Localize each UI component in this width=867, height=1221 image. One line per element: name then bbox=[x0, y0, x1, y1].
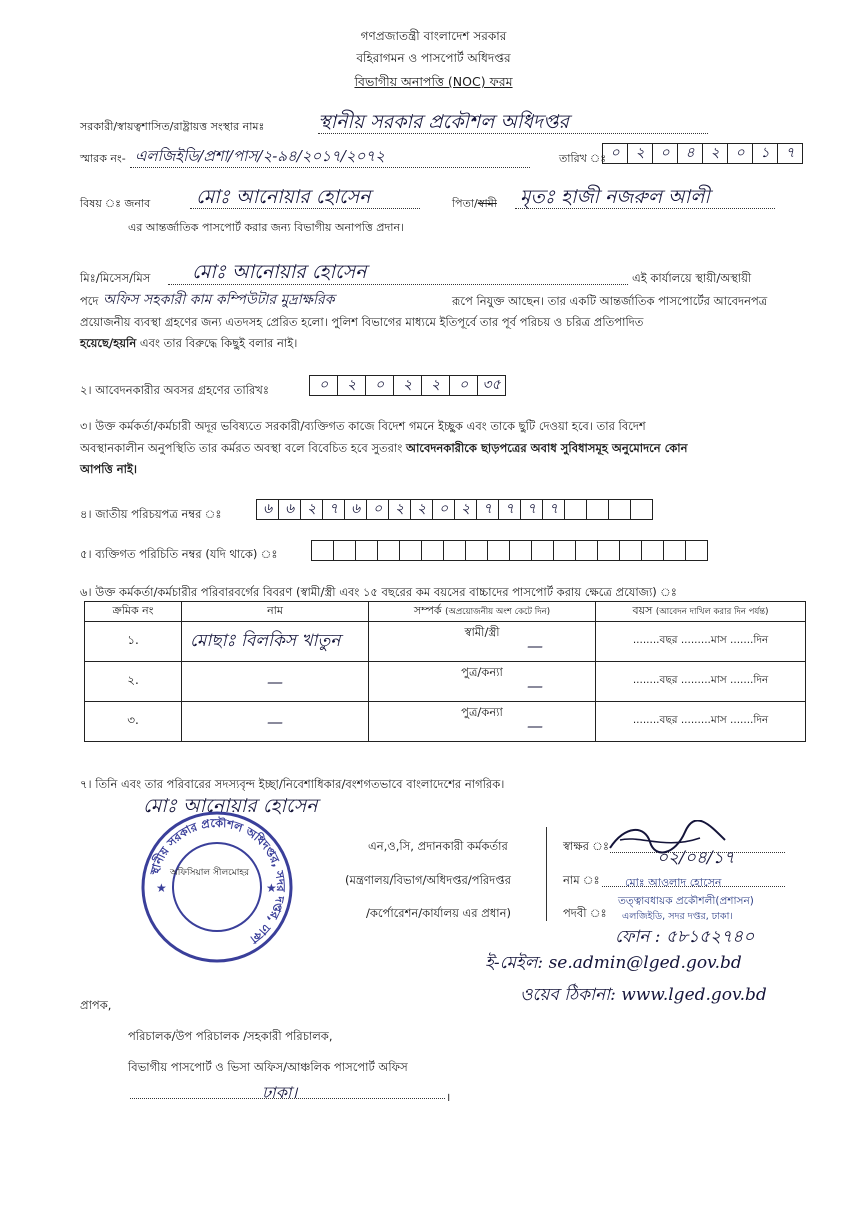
date-digit-box: ২ bbox=[628, 143, 653, 164]
row-name-hw: মোছাঃ বিলকিস খাতুন bbox=[190, 630, 341, 651]
personal-id-digit-box bbox=[510, 540, 532, 561]
retirement-label: ২। আবেদনকারীর অবসর গ্রহণের তারিখঃ bbox=[80, 383, 269, 397]
row-age: ........বছর .........মাস .......দিন bbox=[596, 622, 806, 662]
memo-underline bbox=[130, 167, 530, 168]
personal-id-digit-box bbox=[598, 540, 620, 561]
recipient-city: ঢাকা। bbox=[262, 1083, 298, 1102]
sign-label: স্বাক্ষর ঃ bbox=[563, 839, 610, 853]
family-table bbox=[84, 601, 806, 742]
row-relation-text: স্বামী/স্ত্রী bbox=[464, 625, 500, 639]
nid-digit-box bbox=[565, 499, 587, 520]
nid-digit-box: ৭ bbox=[499, 499, 521, 520]
header-line-2: বহিরাগমন ও পাসপোর্ট অধিদপ্তর bbox=[356, 51, 511, 65]
header-line-1: গণপ্রজাতন্ত্রী বাংলাদেশ সরকার bbox=[360, 29, 507, 43]
nid-digit-box bbox=[631, 499, 653, 520]
intro-prefix: মিঃ/মিসেস/মিস bbox=[80, 271, 151, 285]
personal-id-digit-box bbox=[576, 540, 598, 561]
officer-line-1: এন,ও,সি, প্রদানকারী কর্মকর্তার bbox=[368, 839, 508, 853]
org-label: সরকারী/স্বায়ত্বশাসিত/রাষ্ট্রায়ত্ত সংস্থার নামঃ bbox=[80, 120, 265, 133]
para3-line-2 bbox=[80, 440, 688, 459]
row-relation bbox=[369, 622, 596, 662]
intro-line-4 bbox=[80, 335, 297, 354]
form-title: বিভাগীয় অনাপত্তি (NOC) ফরম bbox=[354, 74, 513, 89]
memo-value: এলজিইডি/প্রশা/পাস/২-৯৪/২০১৭/২০৭২ bbox=[135, 147, 385, 165]
personal-id-digit-box bbox=[400, 540, 422, 561]
row-relation-dash: — bbox=[527, 716, 543, 735]
row-name bbox=[182, 622, 369, 662]
personal-id-digit-box bbox=[488, 540, 510, 561]
personal-id-digit-box bbox=[422, 540, 444, 561]
seal-graphic bbox=[138, 808, 296, 966]
official-seal bbox=[138, 808, 296, 966]
personal-id-digit-box bbox=[642, 540, 664, 561]
date-digit-box: ৭ bbox=[778, 143, 803, 164]
father-underline bbox=[515, 208, 775, 209]
intro-line-4-rest: এবং তার বিরুদ্ধে কিছুই বলার নাই। bbox=[136, 336, 298, 350]
intro-post-value: অফিস সহকারী কাম কম্পিউটার মুদ্রাক্ষরিক bbox=[103, 292, 335, 308]
personal-id-digit-box bbox=[311, 540, 334, 561]
org-underline bbox=[318, 133, 708, 134]
family-row bbox=[85, 622, 806, 662]
father-label-struck: স্বামী bbox=[477, 197, 497, 210]
col-age-label: বয়স bbox=[632, 604, 653, 617]
nid-digit-box: ০ bbox=[433, 499, 455, 520]
date-digit-box: ০ bbox=[653, 143, 678, 164]
col-relation-note: (অপ্রয়োজনীয় অংশ কেটে দিন) bbox=[445, 607, 551, 617]
date-digit-box: ১ bbox=[753, 143, 778, 164]
row-sl: ৩. bbox=[85, 702, 182, 742]
row-relation bbox=[369, 662, 596, 702]
retirement-digit-box: ২ bbox=[422, 375, 450, 396]
personal-id-digit-box bbox=[620, 540, 642, 561]
nid-digit-box: ২ bbox=[301, 499, 323, 520]
col-name: নাম bbox=[182, 602, 369, 622]
row-name bbox=[182, 702, 369, 742]
recipient-line-2: বিভাগীয় পাসপোর্ট ও ভিসা অফিস/আঞ্চলিক পাসপোর্ট অফিস bbox=[128, 1060, 408, 1074]
sign-date: ০২/০৪/১৭ bbox=[657, 848, 735, 868]
intro-name-underline bbox=[168, 284, 628, 285]
para7-text: ৭। তিনি এবং তার পরিবারের সদস্যবৃন্দ ইচ্ছা/নিবেশাধিকার/বংশগতভাবে বাংলাদেশের নাগরিক। bbox=[80, 777, 505, 791]
intro-post-label: পদে bbox=[80, 294, 99, 308]
row-relation-dash: — bbox=[527, 676, 543, 695]
family-row bbox=[85, 662, 806, 702]
intro-name: মোঃ আনোয়ার হোসেন bbox=[192, 261, 367, 283]
date-boxes bbox=[602, 143, 803, 164]
row-age: ........বছর .........মাস .......দিন bbox=[596, 702, 806, 742]
personal-id-digit-box bbox=[356, 540, 378, 561]
name-stamp: মোঃ আওলাদ হোসেন bbox=[625, 876, 722, 889]
para3-line-1: ৩। উক্ত কর্মকর্তা/কর্মচারী অদূর ভবিষ্যতে সরকারী/ব্যক্তিগত কাজে বিদেশ গমনে ইচ্ছুক এবং তাকে ছুটি দেওয়া হবে। তার বিদেশ bbox=[80, 419, 646, 433]
para3-line-2-plain: অবস্থানকালীন অনুপস্থিতি তার কর্মরত অবস্থা বলে বিবেচিত হবে সুতরাং bbox=[80, 441, 406, 455]
date-digit-box: ০ bbox=[602, 143, 628, 164]
para3-line-3-bold: আপত্তি নাই। bbox=[80, 462, 138, 476]
personal-id-digit-box bbox=[664, 540, 686, 561]
personal-id-label: ৫। ব্যক্তিগত পরিচিতি নম্বর (যদি থাকে) ঃ bbox=[80, 547, 278, 561]
nid-digit-box: ৭ bbox=[543, 499, 565, 520]
personal-id-digit-box bbox=[532, 540, 554, 561]
svg-text:স্থানীয় সরকার প্রকৌশল অধিদপ্ত: স্থানীয় সরকার প্রকৌশল অধিদপ্তর, সদর দপ্তর, ঢাকা bbox=[147, 815, 289, 947]
personal-id-digit-box bbox=[466, 540, 488, 561]
officer-line-3: /কর্পোরেশন/কার্যালয় এর প্রধান) bbox=[366, 906, 511, 920]
nid-digit-box bbox=[587, 499, 609, 520]
personal-id-digit-box bbox=[378, 540, 400, 561]
nid-digit-box: ৬ bbox=[256, 499, 279, 520]
subject-name-underline bbox=[190, 208, 420, 209]
applicant-signature: মোঃ আনোয়ার হোসেন bbox=[143, 795, 318, 817]
designation-stamp-2: এলজিইডি, সদর দপ্তর, ঢাকা। bbox=[622, 911, 733, 922]
subject-name: মোঃ আনোয়ার হোসেন bbox=[196, 186, 371, 208]
recipient-to: প্রাপক, bbox=[80, 998, 112, 1012]
row-name bbox=[182, 662, 369, 702]
retirement-digit-box: ০ bbox=[450, 375, 478, 396]
family-table-header bbox=[85, 602, 806, 622]
personal-id-digit-box bbox=[554, 540, 576, 561]
seal-center-text: অফিসিয়াল সীলমোহর bbox=[170, 868, 250, 878]
date-label: তারিখ ঃ bbox=[559, 152, 607, 165]
designation-stamp: তত্ত্বাবধায়ক প্রকৌশলী(প্রশাসন) bbox=[618, 895, 754, 907]
officer-web: ওয়েব ঠিকানা: www.lged.gov.bd bbox=[520, 985, 767, 1005]
row-relation-dash: — bbox=[527, 636, 543, 655]
family-row bbox=[85, 702, 806, 742]
family-heading: ৬। উক্ত কর্মকর্তা/কর্মচারীর পরিবারবর্গের বিবরণ (স্বামী/স্ত্রী এবং ১৫ বছরের কম বয়সের বাচ্চাদের পাসপোর্ট করায় ক্ষেত্রে প্রযোজ্য) ঃ bbox=[80, 585, 677, 599]
nid-label: ৪। জাতীয় পরিচয়পত্র নম্বর ঃ bbox=[80, 507, 222, 521]
row-relation-text: পুত্র/কন্যা bbox=[461, 665, 503, 679]
officer-divider bbox=[546, 827, 547, 921]
nid-boxes bbox=[256, 499, 653, 520]
row-age: ........বছর .........মাস .......দিন bbox=[596, 662, 806, 702]
col-relation bbox=[369, 602, 596, 622]
officer-line-2: (মন্ত্রণালয়/বিভাগ/অধিদপ্তর/পরিদপ্তর bbox=[345, 873, 511, 887]
father-label-wrap bbox=[452, 195, 497, 214]
father-label: পিতা/ bbox=[452, 197, 478, 210]
nid-digit-box: ৭ bbox=[323, 499, 345, 520]
date-digit-box: ২ bbox=[703, 143, 728, 164]
intro-line-3: প্রয়োজনীয় ব্যবস্থা গ্রহণের জন্য এতদসহ প্রেরিত হলো। পুলিশ বিভাগের মাধ্যমে ইতিপূর্বে তার পূর্ব পরিচয় ও চরিত্র প্রতিপাদিত bbox=[80, 315, 644, 329]
memo-label: স্মারক নং- bbox=[80, 152, 126, 165]
retirement-digit-box: ৩৫ bbox=[478, 375, 506, 396]
father-value: মৃতঃ হাজী নজরুল আলী bbox=[520, 186, 710, 208]
org-value: স্থানীয় সরকার প্রকৌশল অধিদপ্তর bbox=[318, 111, 569, 133]
row-relation bbox=[369, 702, 596, 742]
subject-label: বিষয় ঃ জনাব bbox=[80, 197, 151, 210]
col-relation-label: সম্পর্ক bbox=[413, 604, 442, 617]
retirement-digit-box: ০ bbox=[366, 375, 394, 396]
svg-text:★: ★ bbox=[266, 881, 277, 895]
col-age bbox=[596, 602, 806, 622]
row-sl: ১. bbox=[85, 622, 182, 662]
row-name-hw: — bbox=[267, 672, 283, 691]
intro-after-name: এই কার্যালয়ে স্থায়ী/অস্থায়ী bbox=[632, 271, 752, 285]
personal-id-boxes bbox=[311, 540, 708, 561]
retirement-boxes bbox=[309, 375, 506, 396]
nid-digit-box: ৭ bbox=[477, 499, 499, 520]
personal-id-digit-box bbox=[334, 540, 356, 561]
date-digit-box: ০ bbox=[728, 143, 753, 164]
row-relation-text: পুত্র/কন্যা bbox=[461, 705, 503, 719]
name-label: নাম ঃ bbox=[563, 873, 600, 887]
nid-digit-box: ২ bbox=[455, 499, 477, 520]
retirement-digit-box: ২ bbox=[394, 375, 422, 396]
personal-id-digit-box bbox=[444, 540, 466, 561]
col-age-note: (আবেদন দাখিল করার দিন পর্যন্ত) bbox=[655, 607, 769, 617]
date-digit-box: ৪ bbox=[678, 143, 703, 164]
personal-id-digit-box bbox=[686, 540, 708, 561]
retirement-digit-box: ২ bbox=[338, 375, 366, 396]
subject-line-2: এর আন্তর্জাতিক পাসপোর্ট করার জন্য বিভাগীয় অনাপত্তি প্রদান। bbox=[128, 221, 404, 234]
col-sl: ক্রমিক নং bbox=[85, 602, 182, 622]
row-sl: ২. bbox=[85, 662, 182, 702]
retirement-digit-box: ০ bbox=[309, 375, 338, 396]
nid-digit-box: ২ bbox=[411, 499, 433, 520]
nid-digit-box: ৬ bbox=[345, 499, 367, 520]
para3-line-3 bbox=[80, 461, 137, 480]
nid-digit-box: ৭ bbox=[521, 499, 543, 520]
recipient-line-1: পরিচালক/উপ পরিচালক /সহকারী পরিচালক, bbox=[128, 1029, 333, 1043]
para3-line-2-bold: আবেদনকারীকে ছাড়পত্রের অবাধ সুবিধাসমূহ অনুমোদনে কোন bbox=[405, 441, 688, 455]
intro-line-4-bold: হয়েছে/হয়নি bbox=[80, 336, 137, 350]
nid-digit-box: ৬ bbox=[279, 499, 301, 520]
intro-line-2: রূপে নিযুক্ত আছেন। তার একটি আন্তর্জাতিক পাসপোর্টের আবেদনপত্র bbox=[452, 294, 768, 308]
form-title-wrap bbox=[0, 71, 867, 94]
officer-phone: ফোন : ৫৮১৫২৭৪০ bbox=[615, 927, 755, 947]
row-name-hw: — bbox=[267, 712, 283, 731]
officer-email: ই-মেইল: se.admin@lged.gov.bd bbox=[485, 953, 742, 973]
designation-label: পদবী ঃ bbox=[563, 906, 607, 920]
nid-digit-box: ০ bbox=[367, 499, 389, 520]
recipient-end-mark: । bbox=[446, 1090, 451, 1104]
svg-text:★: ★ bbox=[156, 881, 167, 895]
nid-digit-box bbox=[609, 499, 631, 520]
nid-digit-box: ২ bbox=[389, 499, 411, 520]
